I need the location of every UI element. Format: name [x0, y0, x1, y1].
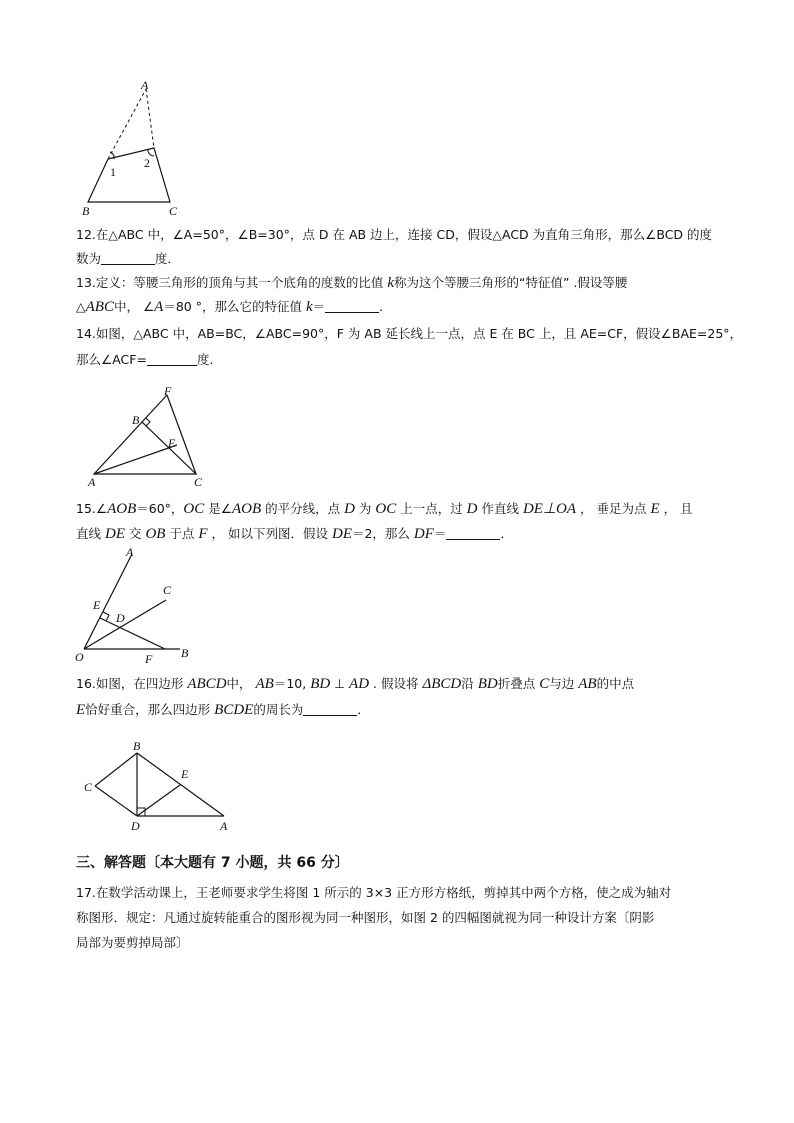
label-A: A: [88, 475, 96, 489]
q14-line1: 14.如图，△ABC 中，AB=BC，∠ABC=90°，F 为 AB 延长线上一点，点 E 在 BC 上，且 AE=CF，假设∠BAE=25°，: [76, 326, 743, 341]
q16-line1: 16.如图，在四边形 ABCD中， AB＝10, BD ⊥ AD . 假设将 ΔBCD沿 BD折叠点 C与边 AB的中点: [76, 676, 635, 692]
q15-line2: 直线 DE 交 OB 于点 F ， 如以下列图．假设 DE＝2，那么 DF＝ ．: [76, 526, 513, 542]
answer-blank[interactable]: [147, 353, 197, 366]
label-D: D: [131, 819, 140, 833]
q17-line2: 称图形．规定：凡通过旋转能重合的图形视为同一种图形，如图 2 的四幅图就视为同一种设计方案〔阴影: [76, 910, 655, 925]
label-B: B: [132, 413, 140, 427]
q13-line1: 13.定义：等腰三角形的顶角与其一个底角的度数的比值 k称为这个等腰三角形的“特征值” .假设等腰: [76, 275, 628, 291]
answer-blank[interactable]: [101, 252, 155, 265]
answer-blank[interactable]: [303, 703, 357, 716]
q12-line2: 数为 度．: [76, 251, 181, 266]
q12-line1: 12.在△ABC 中，∠A=50°，∠B=30°，点 D 在 AB 边上，连接 CD，假设△ACD 为直角三角形，那么∠BCD 的度: [76, 227, 713, 242]
q17-line1: 17.在数学活动课上，王老师要求学生将图 1 所示的 3×3 正方形方格纸，剪掉其中两个方格，使之成为轴对: [76, 885, 672, 900]
section-heading: 三、解答题〔本大题有 7 小题，共 66 分〕: [76, 855, 349, 871]
q14-line2: 那么∠ACF= 度.: [76, 352, 214, 367]
label-B: B: [82, 204, 90, 218]
label-angle-1: 1: [110, 165, 116, 179]
label-E: E: [93, 598, 101, 612]
label-E: E: [168, 436, 176, 450]
answer-blank[interactable]: [325, 300, 379, 313]
label-angle-2: 2: [144, 156, 150, 170]
label-C: C: [194, 475, 203, 489]
label-D: D: [116, 611, 125, 625]
label-F: F: [164, 384, 172, 398]
figure-angle-15: [74, 547, 204, 665]
label-C: C: [169, 204, 178, 218]
q16-line2: E恰好重合，那么四边形 BCDE的周长为 ．: [76, 702, 370, 718]
label-C: C: [84, 780, 93, 794]
q15-line1: 15.∠AOB＝60°，OC 是∠AOB 的平分线，点 D 为 OC 上一点，过 D 作直线 DE⊥OA ， 垂足为点 E ， 且: [76, 501, 693, 517]
label-A: A: [141, 78, 149, 92]
label-B: B: [181, 646, 189, 660]
figure-quadrilateral-16: [80, 738, 230, 835]
label-B: B: [133, 739, 141, 753]
figure-triangle-14: [88, 383, 218, 488]
figure-triangle-12: [78, 78, 188, 223]
label-O: O: [75, 650, 84, 664]
label-A: A: [126, 545, 134, 559]
label-A: A: [220, 819, 228, 833]
q17-line3: 局部为要剪掉局部〕: [76, 935, 189, 950]
label-C: C: [163, 583, 172, 597]
q13-line2: △ABC中， ∠A＝80 °，那么它的特征值 k＝ .: [76, 299, 384, 315]
label-F: F: [145, 652, 153, 666]
answer-blank[interactable]: [446, 527, 500, 540]
label-E: E: [181, 767, 189, 781]
